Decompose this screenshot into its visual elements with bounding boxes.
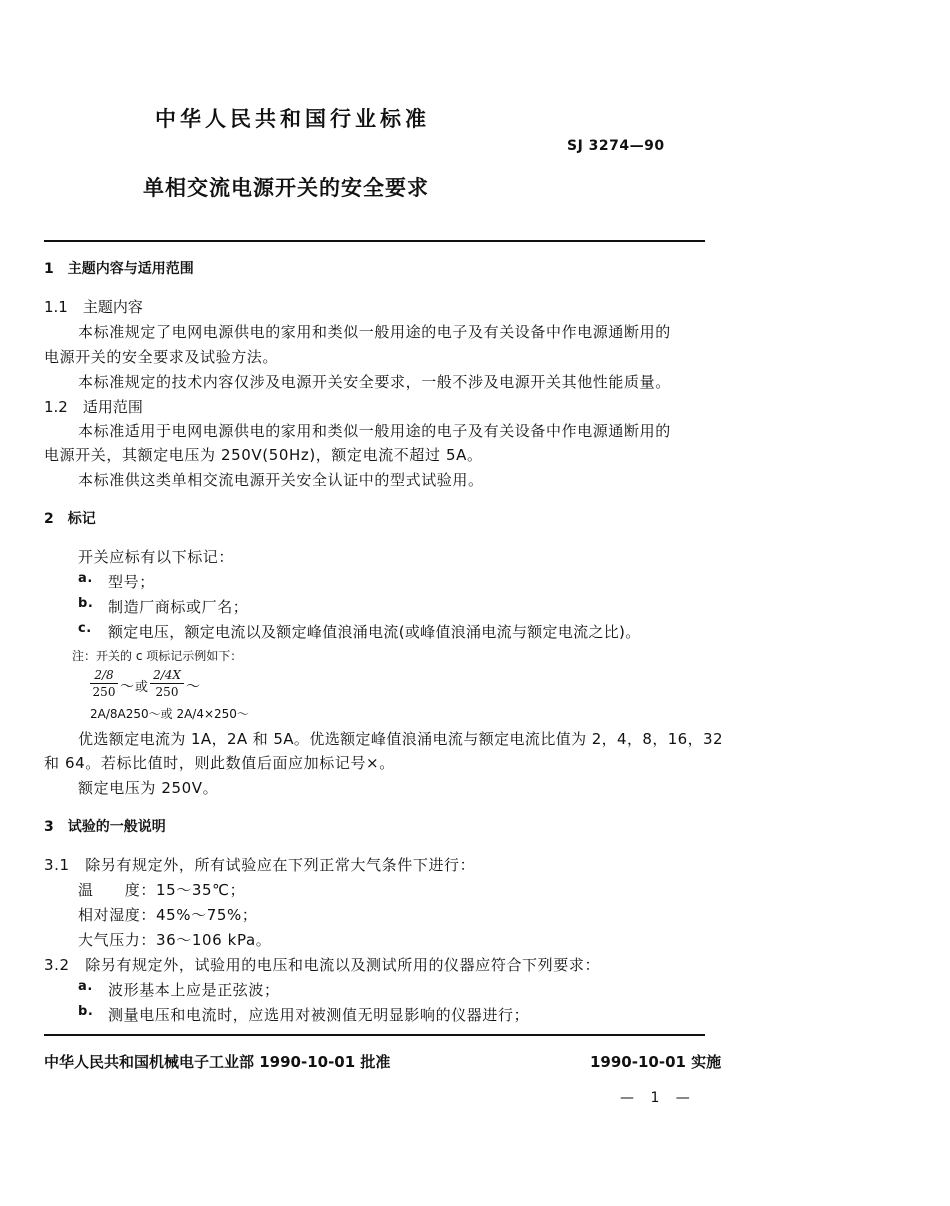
condition-temperature: 温 度：15～35℃； (78, 881, 246, 899)
fraction-numerator: 2/8 (90, 668, 118, 684)
section-1-1-paragraph-1-line-1: 本标准规定了电网电源供电的家用和类似一般用途的电子及有关设备中作电源通断用的 (78, 323, 671, 341)
list-marker: b. (78, 596, 94, 611)
list-item: 型号； (108, 573, 155, 591)
section-1-2-paragraph-2: 本标准供这类单相交流电源开关安全认证中的型式试验用。 (78, 471, 484, 489)
section-3-2-line: 3.2 除另有规定外，试验用的电压和电流以及测试所用的仪器应符合下列要求： (44, 956, 601, 974)
list-marker: a. (78, 979, 93, 994)
list-item: 制造厂商标或厂名； (108, 598, 249, 616)
header-divider (44, 240, 705, 242)
tilde-symbol: ～ (120, 679, 134, 695)
section-1-heading: 1 主题内容与适用范围 (44, 261, 194, 277)
section-1-2-paragraph-1-line-2: 电源开关，其额定电压为 250V(50Hz)，额定电流不超过 5A。 (44, 446, 483, 464)
section-2-heading: 2 标记 (44, 511, 96, 527)
standard-code: SJ 3274—90 (567, 138, 665, 154)
list-marker: b. (78, 1004, 94, 1019)
list-item: 波形基本上应是正弦波； (108, 981, 280, 999)
condition-humidity: 相对湿度：45%～75%； (78, 906, 258, 924)
section-2-intro: 开关应标有以下标记： (78, 548, 235, 566)
implementation-date: 1990-10-01 实施 (590, 1053, 722, 1071)
section-1-1-heading: 1.1 主题内容 (44, 298, 143, 316)
list-marker: a. (78, 571, 93, 586)
org-title: 中华人民共和国行业标准 (155, 107, 430, 131)
page-number: — 1 — (620, 1090, 696, 1106)
section-3-1-line: 3.1 除另有规定外，所有试验应在下列正常大气条件下进行： (44, 856, 476, 874)
example-fraction-1 (90, 668, 118, 699)
approval-statement: 中华人民共和国机械电子工业部 1990-10-01 批准 (44, 1053, 391, 1071)
list-item: 测量电压和电流时，应选用对被测值无明显影响的仪器进行； (108, 1006, 530, 1024)
section-2-paragraph-1-line-1: 优选额定电流为 1A，2A 和 5A。优选额定峰值浪涌电流与额定电流比值为 2，4，8，16，32 (78, 730, 723, 748)
list-item: 额定电压，额定电流以及额定峰值浪涌电流(或峰值浪涌电流与额定电流之比)。 (108, 623, 641, 641)
section-2-paragraph-2: 额定电压为 250V。 (78, 779, 219, 797)
section-3-heading: 3 试验的一般说明 (44, 819, 166, 835)
section-1-1-paragraph-2: 本标准规定的技术内容仅涉及电源开关安全要求，一般不涉及电源开关其他性能质量。 (78, 373, 671, 391)
section-1-1-paragraph-1-line-2: 电源开关的安全要求及试验方法。 (44, 348, 279, 366)
marking-example-note: 注：开关的 c 项标记示例如下： (72, 649, 243, 663)
condition-pressure: 大气压力：36～106 kPa。 (78, 931, 272, 949)
fraction-denominator: 250 (155, 685, 179, 699)
fraction-numerator: 2/4X (150, 668, 184, 684)
fraction-denominator: 250 (92, 685, 116, 699)
example-fraction-2 (150, 668, 184, 699)
section-1-2-heading: 1.2 适用范围 (44, 398, 143, 416)
document-title: 单相交流电源开关的安全要求 (143, 176, 429, 200)
tilde-symbol: ～ (186, 679, 200, 695)
section-1-2-paragraph-1-line-1: 本标准适用于电网电源供电的家用和类似一般用途的电子及有关设备中作电源通断用的 (78, 422, 671, 440)
or-text: 或 (135, 680, 149, 695)
section-2-paragraph-1-line-2: 和 64。若标比值时，则此数值后面应加标记号×。 (44, 754, 395, 772)
example-marking-line: 2A/8A250～或 2A/4×250～ (90, 707, 249, 721)
footer-divider (44, 1034, 705, 1036)
list-marker: c. (78, 621, 92, 636)
